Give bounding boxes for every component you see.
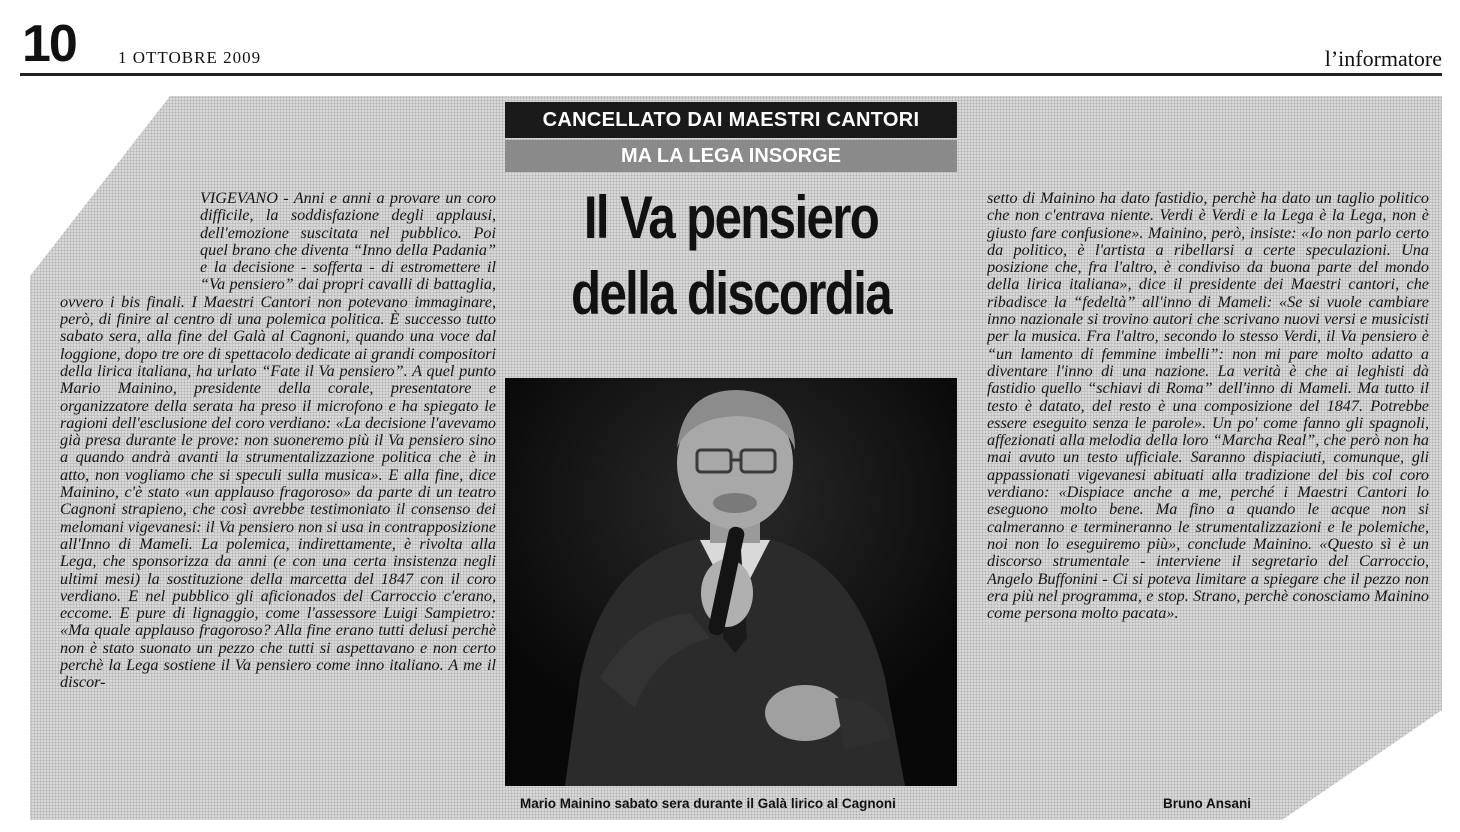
- article-photo: [505, 378, 957, 786]
- issue-date: 1 OTTOBRE 2009: [118, 48, 262, 67]
- header-rule: [20, 73, 1442, 76]
- newspaper-name: l’informatore: [1324, 46, 1442, 71]
- byline: Bruno Ansani: [1163, 796, 1252, 811]
- headline-line-2: della discordia: [571, 260, 891, 327]
- photo-caption: Mario Mainino sabato sera durante il Galà lirico al Cagnoni: [520, 796, 896, 811]
- speaker-photo-illustration: [505, 378, 957, 786]
- headline: [546, 180, 917, 332]
- article-column-left: [60, 190, 496, 810]
- headline-line-1: Il Va pensiero: [583, 184, 879, 251]
- kicker-primary: CANCELLATO DAI MAESTRI CANTORI: [505, 102, 957, 138]
- article-text-right: setto di Mainino ha dato fastidio, perchè ha dato un taglio politico che non c'entrava niente. Verdi è Verdi e la Lega è la Lega, non è giusto fare confusione». Mainino, però, insiste: «Io non parlo certo da politico, è l'artista a ribellarsi a certe speculazioni. Una posizione che, fra l'altro, è condiviso da buona parte del mondo della lirica italiana», dice il presidente dei Maestri cantori, che ribadisce la “fedeltà” all'inno di Mameli: «Se si vuole cambiare inno nazionale si trovino autori che scrivano nuovi versi e musicisti per la musica. Fra l'altro, secondo lo stesso Verdi, il Va pensiero è “un lamento di femmine imbelli”: non mi pare molto adatto a diventare l'inno di una nazione. La verità è che ai leghisti dà fastidio quello “schiavi di Roma” dell'inno di Mameli. Ma tutto il testo è datato, del resto è una composizione del 1847. Potrebbe essere eseguito senza le parole». Un po' come fanno gli spagnoli, affezionati alla melodia della loro “Marcha Real”, che però non ha mai avuto un testo ufficiale. Saranno dispiaciuti, comunque, gli appassionati vigevanesi abituati alla tradizione del bis col coro verdiano: «Dispiace anche a me, perché i Maestri Cantori lo eseguono molto bene. Ma fino a quando le acque non si calmeranno e termineranno le strumentalizzazioni e le polemiche, noi non lo eseguiremo più», conclude Mainino. «Questo sì è un discorso strumentale - interviene il segretario del Carroccio, Angelo Buffonini - Ci si poteva limitare a spiegare che il pezzo non era più nel programma, e stop. Strano, perchè conosciamo Mainino come persona molto pacata».: [987, 190, 1429, 623]
- article-text-left: VIGEVANO - Anni e anni a provare un coro difficile, la soddisfazione degli applausi, dell'emozione suscitata nel pubblico. Poi quel brano che diventa “Inno della Padania” e la decisione - sofferta - di estromettere il “Va pensiero” dai propri cavalli di battaglia, ovvero i bis finali. I Maestri Cantori non potevano immaginare, però, di finire al centro di una polemica politica. È successo tutto sabato sera, alla fine del Galà al Cagnoni, quando una voce dal loggione, dopo tre ore di spettacolo dedicate ai grandi compositori della lirica italiana, ha urlato “Fate il Va pensiero”. A quel punto Mario Mainino, presidente della corale, presentatore e organizzatore della serata ha preso il microfono e ha spiegato le ragioni dell'esclusione del coro verdiano: «La decisione l'avevamo già presa durante le prove: non suoneremo più il Va pensiero sino a quando andrà avanti la strumentalizzazione politica che è in atto, non vogliamo che si speculi sulla musica». E alla fine, dice Mainino, c'è stato «un applauso fragoroso» da parte di un teatro Cagnoni strapieno, che così avrebbe testimoniato il consenso dei melomani vigevanesi: il Va pensiero non si usa in contrapposizione all'Inno di Mameli. La polemica, indirettamente, è rivolta alla Lega, che sponsorizza da anni (e con una certa insistenza negli ultimi mesi) la sostituzione della marcetta del 1847 con il coro verdiano. E nel pubblico gli aficionados del Carroccio c'erano, eccome. E pure di lignaggio, come l'assessore Luigi Sampietro: «Ma quale applauso fragoroso? Alla fine erano tutti delusi perchè non è stato suonato un pezzo che tutti si aspettavano e non certo perchè la Lega sostiene il Va pensiero come inno italiano. A me il discor-: [60, 190, 496, 692]
- kicker-secondary: MA LA LEGA INSORGE: [505, 140, 957, 172]
- article-column-right: [987, 190, 1429, 805]
- page-number: 10: [22, 15, 76, 73]
